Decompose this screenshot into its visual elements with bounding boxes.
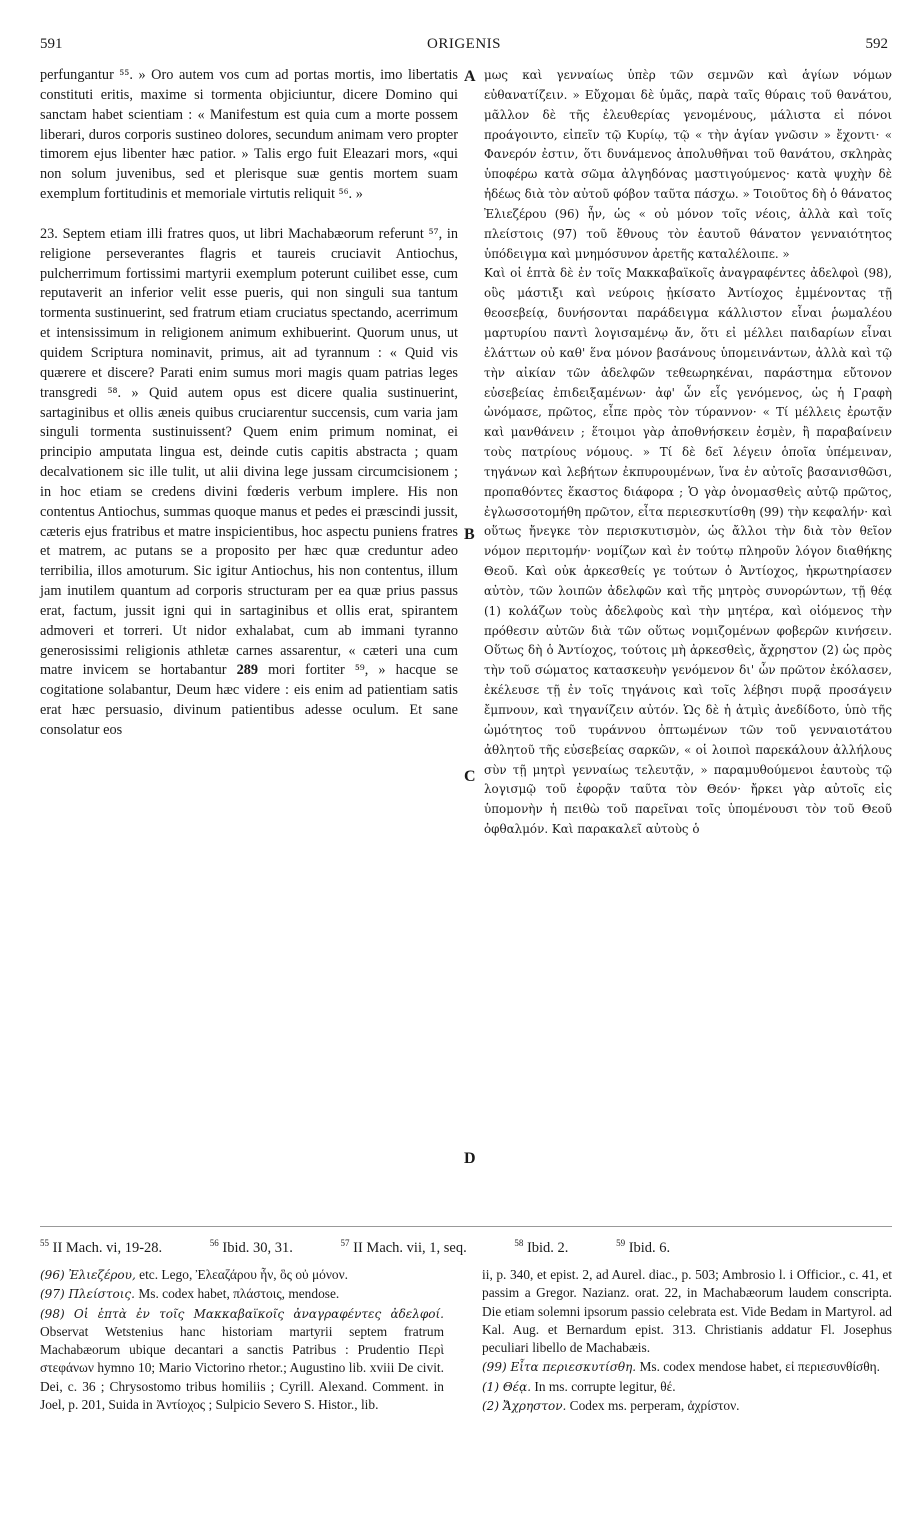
- scripture-ref: $^{58}$ Ibid. 2.: [514, 1238, 569, 1256]
- footnotes-right: [482, 1266, 892, 1526]
- margin-marker-a: A: [464, 68, 476, 85]
- margin-marker-d: D: [464, 1150, 476, 1167]
- greek-paragraph-1: μως καὶ γενναίως ὑπὲρ τῶν σεμνῶν καὶ ἁγίων νόμων εὐθανατίζειν. » Εὔχομαι δὲ ὑμᾶς, παρὰ ταῖς θύραις τοῦ θανάτου, μᾶλλον δὲ τῆς ἐλευθερίας γενομένους, μάλιστα εἰ πόνοι προάγοιντο, εἰπεῖν τῷ Κυρίῳ, τῷ « τὴν ἁγίαν γνῶσιν » ἔχοντι· « Φανερόν ἐστιν, ὅτι δυνάμενος ἀπολυθῆναι τοῦ θανάτου, σκληρὰς ὑποφέρω κατὰ σῶμα ἀλγηδόνας μαστιγούμενος· κατὰ ψυχὴν δὲ ἡδέως διὰ τὸν αὐτοῦ φόβον ταῦτα πάσχω. » Τοιοῦτος δὴ ὁ θάνατος Ἐλιεζέρου (96) ἦν, ὡς « οὐ μόνον τοῖς νέοις, ἀλλὰ καὶ τοῖς πλείστοις (97) τοῦ ἔθνους τὸν ἑαυτοῦ θάνατον γενναιότητος ὑπόδειγμα καὶ μνημόσυνον ἀρετῆς καταλέλοιπε. »: [484, 68, 892, 261]
- latin-column: [40, 66, 458, 794]
- running-header: [40, 36, 888, 58]
- footnote: (1) Θέᾳ. In ms. corrupte legitur, θέ.: [482, 1378, 676, 1394]
- column-number: 289: [236, 662, 259, 679]
- latin-paragraph-2-end: mori fortiter ⁵⁹, » hacque se cogitatione solabantur, Deum hæc videre : eis enim ad patientiam satis erat hæc persuasio, divinum patientibus adesse oculum. Et sane consolatur eos: [40, 662, 459, 738]
- page-number-right: 592: [865, 36, 888, 52]
- scripture-ref: $^{59}$ Ibid. 6.: [616, 1238, 671, 1256]
- footnote-continuation: ii, p. 340, et epist. 2, ad Aurel. diac., p. 503; Ambrosio l. i Officior., c. 41, et passim a Gregor. Nazianz. orat. 22, in Machabæorum laudem conscripta. Die etiam solemni ipsorum passio celebrata est. Vide Bedam in Martyrol. ad Kal. Aug. et Bernardum epist. 313. Christianis addatur Fl. Josephus peculiari libello de Machabæis.: [482, 1267, 892, 1356]
- running-title: ORIGENIS: [427, 36, 501, 52]
- footnote: (96) Ἐλιεζέρου, etc. Lego, Ἐλεαζάρου ἦν, ὃς οὐ μόνον.: [40, 1267, 349, 1282]
- footnote: (97) Πλείστοις. Ms. codex habet, πλάστοις, mendose.: [40, 1286, 340, 1302]
- scripture-ref: $^{57}$ II Mach. vii, 1, seq.: [340, 1238, 467, 1256]
- footnotes-left: [40, 1266, 444, 1526]
- latin-paragraph-1: perfungantur ⁵⁵. » Oro autem vos cum ad portas mortis, imo libertatis constituti eritis, maxime si tormenta objiciuntur, dicere Domino qui sanctam habet scientiam : « Manifestum est quia cum a morte possem liberari, duros corporis sustineo dolores, secundum animam vero propter timorem ejus libenter hæc patior. » Talis ergo fuit Eleazari mors, «qui non solum juvenibus, sed et plerisque suæ gentis mortem suam exemplum fortitudinis et memoriale virtutis reliquit ⁵⁶. »: [40, 67, 458, 203]
- scripture-ref: $^{55}$ II Mach. vi, 19-28.: [40, 1238, 163, 1256]
- footnote: (99) Εἶτα περιεσκυτίσθη. Ms. codex mendose habet, εἰ περιεσυνθίσθη.: [482, 1359, 881, 1375]
- latin-paragraph-2: [40, 225, 458, 741]
- footnote-rule: [40, 1226, 892, 1227]
- margin-marker-b: B: [464, 526, 475, 543]
- footnote: (2) Ἄχρηστον. Codex ms. perperam, ἀχρίστον.: [482, 1398, 740, 1414]
- latin-paragraph-2-text: 23. Septem etiam illi fratres quos, ut libri Machabæorum referunt ⁵⁷, in religione perseverantes flagris et taureis cruciavit Antiochus, pulcherrimum fortissimi martyrii exemplum poterunt cuilibet esse, cum reputaverit an inferior velit esse pueris, qui non singuli sua tantum tormenta sustinuerint, sed fratrum etiam cruciatus spectando, acerrimum et intensissimum in religionem animum exhibuerint. Quorum unus, ut quidem Scriptura nominavit, primus, ait ad tyrannum : « Quid vis quærere et discere? Parati enim sumus mori magis quam patrias leges transgredi ⁵⁸. » Quid autem opus est dicere qualia sustinuerint, sartaginibus et ollis æneis quibus cruciarentur succensis, cum varia jam singuli tormenta sustinuissent? Quem enim primum nominat, ei principio amputata lingua est, deinde cutis capitis abstracta ; quam decalvationem sic ille tulit, ut alii divina lege jussam circumcisionem ; in hoc etiam se credens divini fœderis verbum implere. His non contentus Antiochus, summas quoque manus et pedes ei præscindi jussit, cæteris ejus fratribus et matre inspicientibus, hoc aspectu puniens fratres et matrem, ac putans se a proposito per hæc quæ creduntur adeo terribilia, illos amoturum. Sic igitur Antiochus, his non contentus, illum jam inutilem quantum ad corporis structuram per ea quæ prius passus erat, factum, jussit igni qui in sartaginibus et ollis erat, spirantem admoveri et torreri. Ut nidor exhalabat, cum ab immani tyranno generosissimi religionis athletæ carnes assarentur, « cæteri una cum matre invicem se hortabantur: [40, 225, 458, 679]
- footnote: (98) Οἱ ἑπτὰ ἐν τοῖς Μακκαβαϊκοῖς ἀναγραφέντες ἀδελφοί. Observat Wetstenius hanc historiam martyrii septem fratrum Machabæorum ubique decantari a sanctis Patribus : Prudentio Περὶ στεφάνων hymno 10; Mario Victorino rhetor.; Augustino lib. xviii De civit. Dei, c. 36 ; Chrysostomo tribus homiliis ; Cyrill. Alexand. Comment. in Joel, p. 201, Suida in Ἀντίοχος ; Sulpicio Severo S. Histor., lib.: [40, 1306, 444, 1413]
- page-number-left: 591: [40, 36, 63, 52]
- greek-paragraph-2: Καὶ οἱ ἑπτὰ δὲ ἐν τοῖς Μακκαβαϊκοῖς ἀναγραφέντες ἀδελφοὶ (98), οὓς μάστιξι καὶ νεύροις ᾐκίσατο Ἀντίοχος ἐμμένοντας τῇ θεοσεβείᾳ, δυνήσονται παράδειγμα κάλλιστον εἶναι ῥωμαλέου μαρτυρίου παντὶ λογισαμένῳ ἄν, ὅτι εἰ μέλλει παιδαρίων εἶναι ἐλάττων οὐ καθ' ἕνα μόνον βασάνους ὑπομεινάντων, ἀλλὰ καὶ τῷ τὴν αἰκίαν τῶν ἀδελφῶν τεθεωρηκέναι, παράστημα εὔτονον εὐσεβείας ἐπιδειξαμένων· ἀφ' ὧν εἷς γενόμενος, ὡς ἡ Γραφὴ ὠνόμασε, πρῶτος, εἶπε πρὸς τὸν τύραννον· « Τί μέλλεις ἐρωτᾷν καὶ μανθάνειν ; ἕτοιμοι γὰρ ἀποθνήσκειν ἐσμὲν, ἢ παραβαίνειν τοὺς πατρίους νόμους. » Τί δὲ δεῖ λέγειν ὁποῖα ὑπέμειναν, τηγάνων καὶ λεβήτων ἐκπυρουμένων, ἵνα ἐν αὐτοῖς βασανισθῶσι, προπαθόντες ἕκαστος διάφορα ; Ὁ γὰρ ὀνομασθεὶς αὐτῷ πρῶτος, ἐγλωσσοτομήθη πρῶτον, εἶτα περιεσκυτίσθη (99) τὴν κεφαλήν· καὶ οὕτως ἤνεγκε τὸν περισκυτισμὸν, ὡς ἄλλοι τὴν διὰ τὸν θεῖον νόμον περιτομήν· νομίζων καὶ ἐν τούτῳ πληροῦν λόγον διαθήκης Θεοῦ. Καὶ οὐκ ἀρκεσθείς γε τούτων ὁ Ἀντίοχος, ἠκρωτηρίασεν αὐτὸν, τῶν λοιπῶν ἀδελφῶν καὶ τῆς μητρὸς συνορώντων, τῇ θέᾳ (1) κολάζων τοὺς ἀδελφοὺς καὶ τὴν μητέρα, καὶ οἰόμενος τὴν πρόθεσιν αὐτῶν διὰ τῶν οὕτως νομιζομένων φοβερῶν κινήσειν. Οὕτως δὴ ὁ Ἀντίοχος, τούτοις μὴ ἀρκεσθεὶς, ἄχρηστον (2) ὡς πρὸς τὴν τοῦ σώματος κατασκευὴν γενόμενον δι' ὧν πρῶτον ἐκόλασεν, ἐκέλευσε τῇ ἐν τοῖς τηγάνοις καὶ τοῖς λέβησι πυρᾷ προσάγειν ἔμπνουν, καὶ τηγανίζειν αὐτόν. Ὡς δὲ ἡ ἀτμὶς ἀνεδίδοτο, ὑπὸ τῆς ὠμότητος τοῦ τυράννου ὀπτωμένων τῶν τοῦ γενναιοτάτου ἀθλητοῦ τῆς εὐσεβείας σαρκῶν, « οἱ λοιποὶ παρεκάλουν ἀλλήλους σὺν τῇ μητρὶ γενναίως τελευτᾷν, » παραμυθούμενοι ἑαυτοὺς τῷ λογισμῷ τοῦ ἐφορᾷν ταῦτα τὸν Θεόν· ἤρκει γὰρ αὐτοῖς εἰς ὑπομονὴν ἡ πειθὼ τοῦ παρεῖναι τοῖς ὑπομένουσι τὸν τοῦ Θεοῦ ὀφθαλμόν. Καὶ παρακαλεῖ αὐτοὺς ὁ: [484, 266, 892, 837]
- margin-marker-c: C: [464, 768, 476, 785]
- scripture-references: [40, 1238, 892, 1260]
- greek-column: [484, 66, 892, 837]
- scripture-ref: $^{56}$ Ibid. 30, 31.: [209, 1238, 293, 1256]
